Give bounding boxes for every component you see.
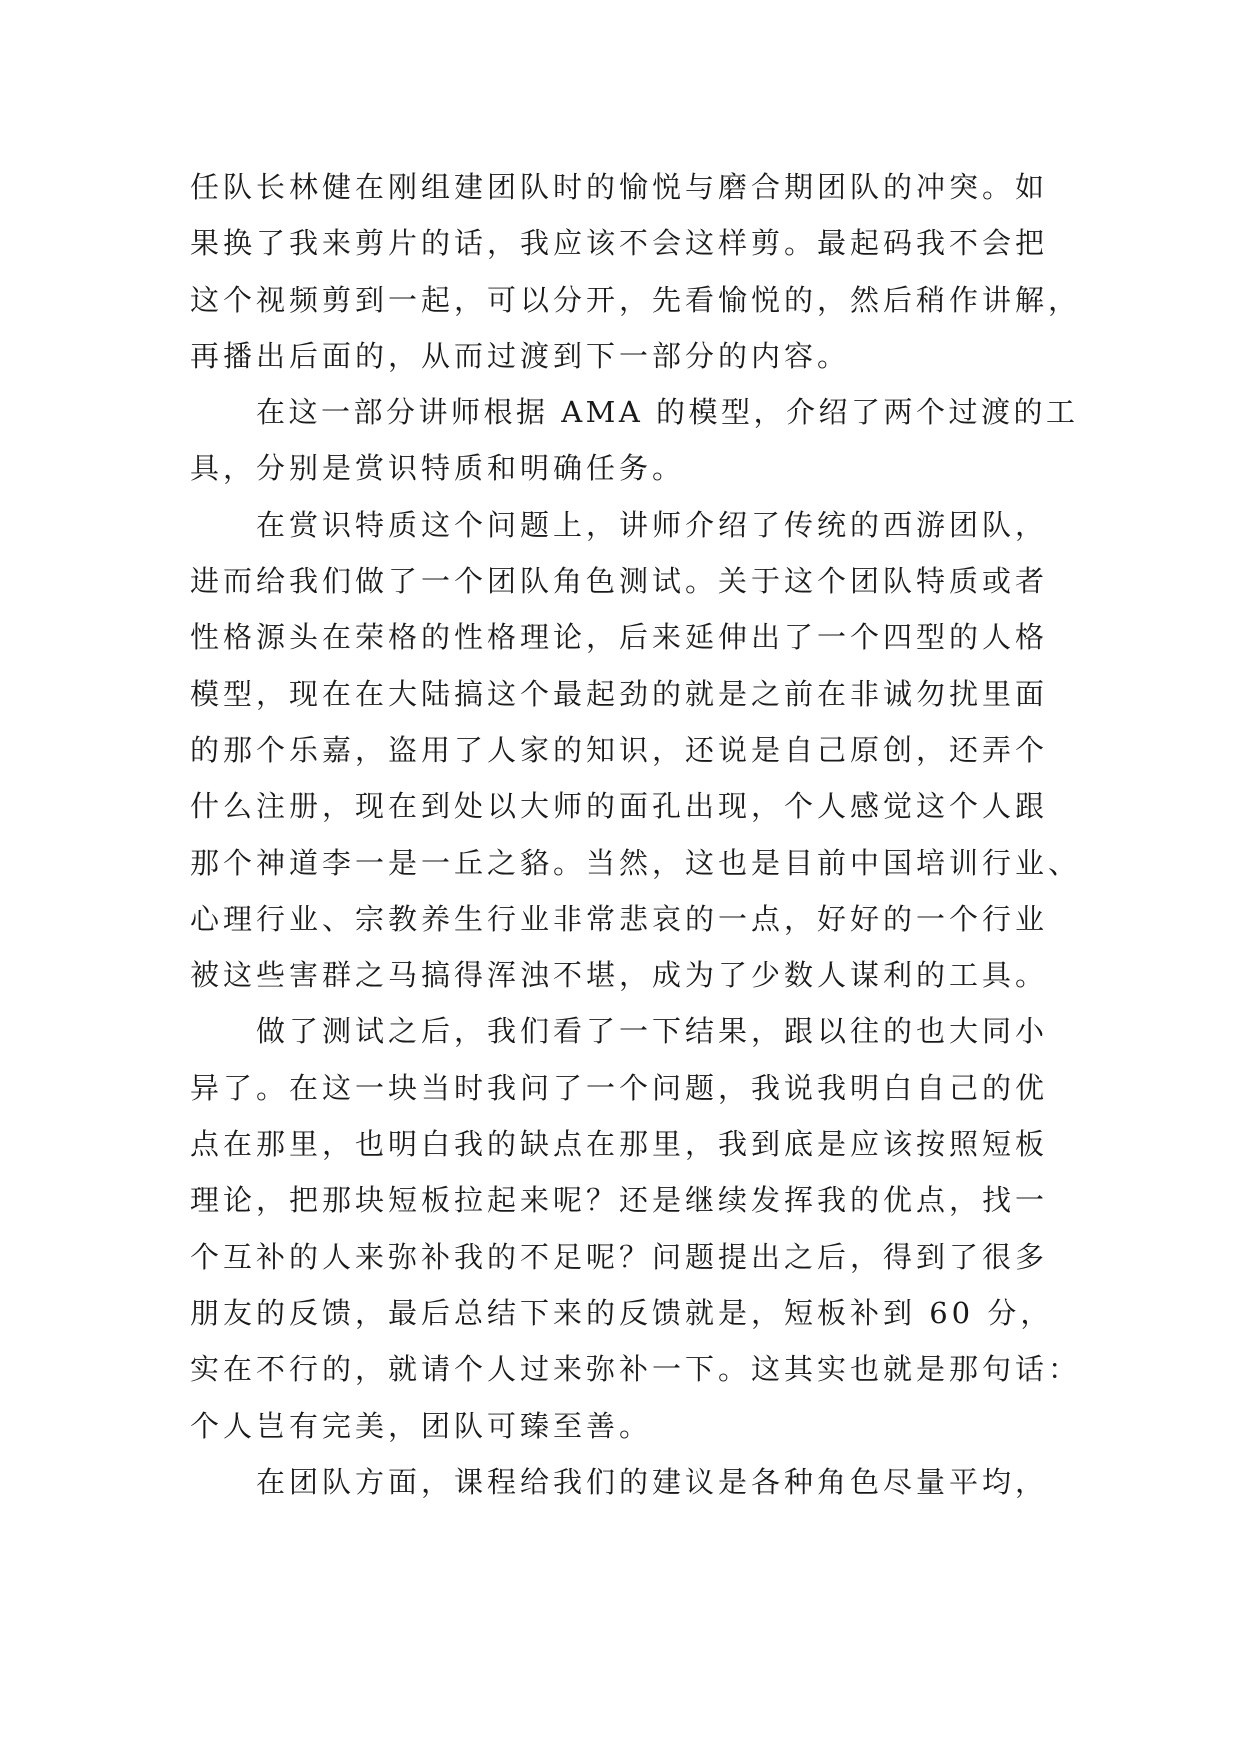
text-line: 这个视频剪到一起，可以分开，先看愉悦的，然后稍作讲解， [190,282,1082,317]
text-line: 被这些害群之马搞得浑浊不堪，成为了少数人谋利的工具。 [190,958,1049,993]
text-line: 理论，把那块短板拉起来呢？还是继续发挥我的优点，找一 [190,1183,1049,1218]
paragraph-first-line: 做了测试之后，我们看了一下结果，跟以往的也大同小 [256,1014,1049,1049]
text-line: 具，分别是赏识特质和明确任务。 [190,451,686,486]
paragraph-first-line: 在这一部分讲师根据 AMA 的模型，介绍了两个过渡的工 [256,395,1079,430]
text-line: 个人岂有完美，团队可臻至善。 [190,1408,653,1443]
text-line: 心理行业、宗教养生行业非常悲哀的一点，好好的一个行业 [190,901,1049,936]
paragraph-first-line: 在赏识特质这个问题上，讲师介绍了传统的西游团队， [256,507,1049,542]
text-line: 进而给我们做了一个团队角色测试。关于这个团队特质或者 [190,564,1049,599]
text-line: 朋友的反馈，最后总结下来的反馈就是，短板补到 60 分， [190,1295,1054,1330]
text-line: 那个神道李一是一丘之貉。当然，这也是目前中国培训行业、 [190,845,1082,880]
text-line: 实在不行的，就请个人过来弥补一下。这其实也就是那句话： [190,1352,1082,1387]
text-line: 的那个乐嘉，盗用了人家的知识，还说是自己原创，还弄个 [190,732,1049,767]
body-text [190,159,1082,1510]
text-line: 模型，现在在大陆搞这个最起劲的就是之前在非诚勿扰里面 [190,676,1049,711]
text-line: 再播出后面的，从而过渡到下一部分的内容。 [190,338,851,373]
text-line: 个互补的人来弥补我的不足呢？问题提出之后，得到了很多 [190,1239,1049,1274]
text-line: 什么注册，现在到处以大师的面孔出现，个人感觉这个人跟 [190,789,1049,824]
text-line: 点在那里，也明白我的缺点在那里，我到底是应该按照短板 [190,1127,1049,1162]
text-line: 任队长林健在刚组建团队时的愉悦与磨合期团队的冲突。如 [190,170,1049,204]
text-line: 性格源头在荣格的性格理论，后来延伸出了一个四型的人格 [190,620,1049,655]
text-line: 果换了我来剪片的话，我应该不会这样剪。最起码我不会把 [190,226,1049,261]
text-line: 异了。在这一块当时我问了一个问题，我说我明白自己的优 [190,1070,1049,1105]
paragraph-first-line: 在团队方面，课程给我们的建议是各种角色尽量平均， [256,1464,1049,1499]
